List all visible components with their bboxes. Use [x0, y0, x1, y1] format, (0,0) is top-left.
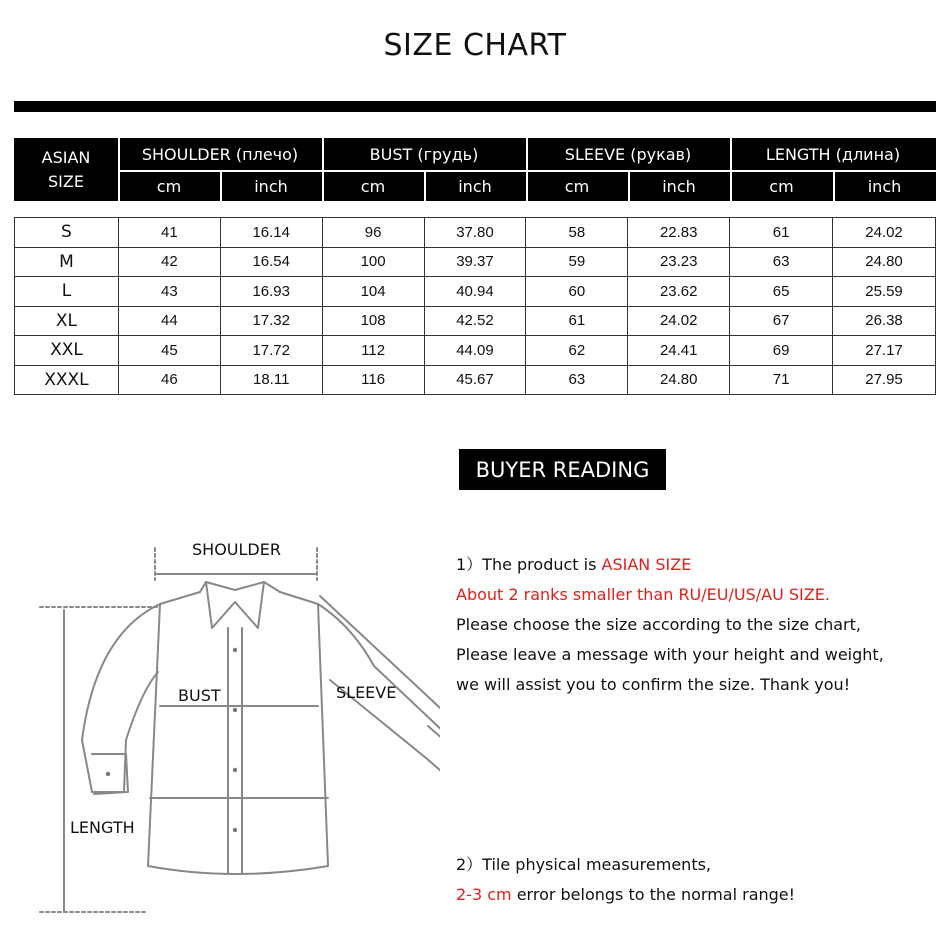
sleeve-inch-cell: 24.41 [628, 336, 730, 366]
unit-cm-header: cm [360, 176, 386, 196]
shoulder-header: SHOULDER (плечо) [141, 145, 299, 164]
note-line-5: we will assist you to confirm the size. Thank you! [456, 675, 851, 694]
shoulder-inch-cell: 17.32 [220, 306, 322, 336]
size-cell: XL [15, 306, 119, 336]
bust-inch-cell: 42.52 [424, 306, 526, 336]
note-line-1 [456, 550, 691, 580]
header-divider [118, 170, 936, 172]
length-cm-cell: 69 [730, 336, 833, 366]
length-cm-cell: 67 [730, 306, 833, 336]
size-table [14, 217, 936, 395]
asian-size-line1: ASIAN [41, 147, 91, 167]
bust-cm-cell: 112 [322, 336, 424, 366]
note-line-7 [456, 880, 795, 910]
bust-inch-cell: 40.94 [424, 277, 526, 307]
table-row [15, 306, 936, 336]
shoulder-cm-cell: 41 [118, 218, 220, 248]
sleeve-label: SLEEVE [336, 683, 397, 702]
note-7-text: error belongs to the normal range! [511, 885, 796, 904]
sleeve-inch-cell: 23.62 [628, 277, 730, 307]
header-divider [424, 171, 426, 201]
sleeve-inch-cell: 24.02 [628, 306, 730, 336]
page-title: SIZE CHART [383, 28, 567, 63]
length-label: LENGTH [70, 818, 135, 837]
note-line-4: Please leave a message with your height and weight, [456, 645, 884, 664]
sleeve-cm-cell: 58 [526, 218, 628, 248]
size-cell: S [15, 218, 119, 248]
bust-cm-cell: 96 [322, 218, 424, 248]
unit-cm-header: cm [564, 176, 590, 196]
shoulder-inch-cell: 16.14 [220, 218, 322, 248]
length-inch-cell: 24.02 [833, 218, 936, 248]
length-inch-cell: 27.95 [833, 365, 936, 395]
shoulder-inch-cell: 18.11 [220, 365, 322, 395]
unit-inch-header: inch [867, 176, 902, 196]
table-row [15, 336, 936, 366]
sleeve-cm-cell: 59 [526, 247, 628, 277]
length-inch-cell: 26.38 [833, 306, 936, 336]
asian-size-header [14, 138, 118, 201]
buyer-reading-badge: BUYER READING [459, 449, 666, 490]
size-cell: XXXL [15, 365, 119, 395]
shoulder-label: SHOULDER [192, 540, 281, 559]
sleeve-cm-cell: 62 [526, 336, 628, 366]
shirt-outline-icon [30, 530, 440, 920]
note-line-3: Please choose the size according to the size chart, [456, 615, 861, 634]
shoulder-cm-cell: 46 [118, 365, 220, 395]
bust-inch-cell: 37.80 [424, 218, 526, 248]
shoulder-cm-cell: 42 [118, 247, 220, 277]
table-row [15, 277, 936, 307]
bust-label: BUST [178, 686, 221, 705]
length-header: LENGTH (длина) [765, 145, 901, 164]
note-line-6: 2）Tile physical measurements, [456, 855, 712, 874]
bust-cm-cell: 104 [322, 277, 424, 307]
length-inch-cell: 25.59 [833, 277, 936, 307]
sleeve-cm-cell: 60 [526, 277, 628, 307]
unit-cm-header: cm [769, 176, 794, 196]
title-divider [14, 101, 936, 112]
shoulder-inch-cell: 17.72 [220, 336, 322, 366]
sleeve-cm-cell: 63 [526, 365, 628, 395]
shoulder-cm-cell: 45 [118, 336, 220, 366]
sleeve-inch-cell: 22.83 [628, 218, 730, 248]
length-inch-cell: 27.17 [833, 336, 936, 366]
sleeve-inch-cell: 24.80 [628, 365, 730, 395]
table-row [15, 218, 936, 248]
length-cm-cell: 65 [730, 277, 833, 307]
unit-inch-header: inch [662, 176, 696, 196]
shoulder-inch-cell: 16.93 [220, 277, 322, 307]
length-cm-cell: 71 [730, 365, 833, 395]
unit-cm-header: cm [156, 176, 182, 196]
header-divider [220, 171, 222, 201]
size-cell: L [15, 277, 119, 307]
size-cell: XXL [15, 336, 119, 366]
table-row [15, 365, 936, 395]
length-cm-cell: 63 [730, 247, 833, 277]
error-range-highlight: 2-3 cm [456, 885, 512, 904]
header-divider [833, 171, 835, 201]
bust-cm-cell: 100 [322, 247, 424, 277]
bust-inch-cell: 45.67 [424, 365, 526, 395]
header-divider [628, 171, 630, 201]
unit-inch-header: inch [254, 176, 288, 196]
table-row [15, 247, 936, 277]
size-cell: M [15, 247, 119, 277]
sleeve-header: SLEEVE (рукав) [564, 145, 692, 164]
bust-inch-cell: 44.09 [424, 336, 526, 366]
bust-cm-cell: 116 [322, 365, 424, 395]
asian-size-highlight: ASIAN SIZE [601, 555, 692, 574]
bust-header: BUST (грудь) [369, 145, 479, 164]
shoulder-cm-cell: 44 [118, 306, 220, 336]
bust-cm-cell: 108 [322, 306, 424, 336]
note-1-text: 1）The product is [456, 555, 602, 574]
length-inch-cell: 24.80 [833, 247, 936, 277]
length-cm-cell: 61 [730, 218, 833, 248]
sleeve-inch-cell: 23.23 [628, 247, 730, 277]
shoulder-inch-cell: 16.54 [220, 247, 322, 277]
sleeve-cm-cell: 61 [526, 306, 628, 336]
shoulder-cm-cell: 43 [118, 277, 220, 307]
bust-inch-cell: 39.37 [424, 247, 526, 277]
note-line-2: About 2 ranks smaller than RU/EU/US/AU SIZE. [456, 585, 830, 604]
size-table-header [14, 138, 936, 201]
unit-inch-header: inch [458, 176, 492, 196]
asian-size-line2: SIZE [48, 171, 84, 191]
shirt-measurement-diagram [30, 530, 440, 920]
